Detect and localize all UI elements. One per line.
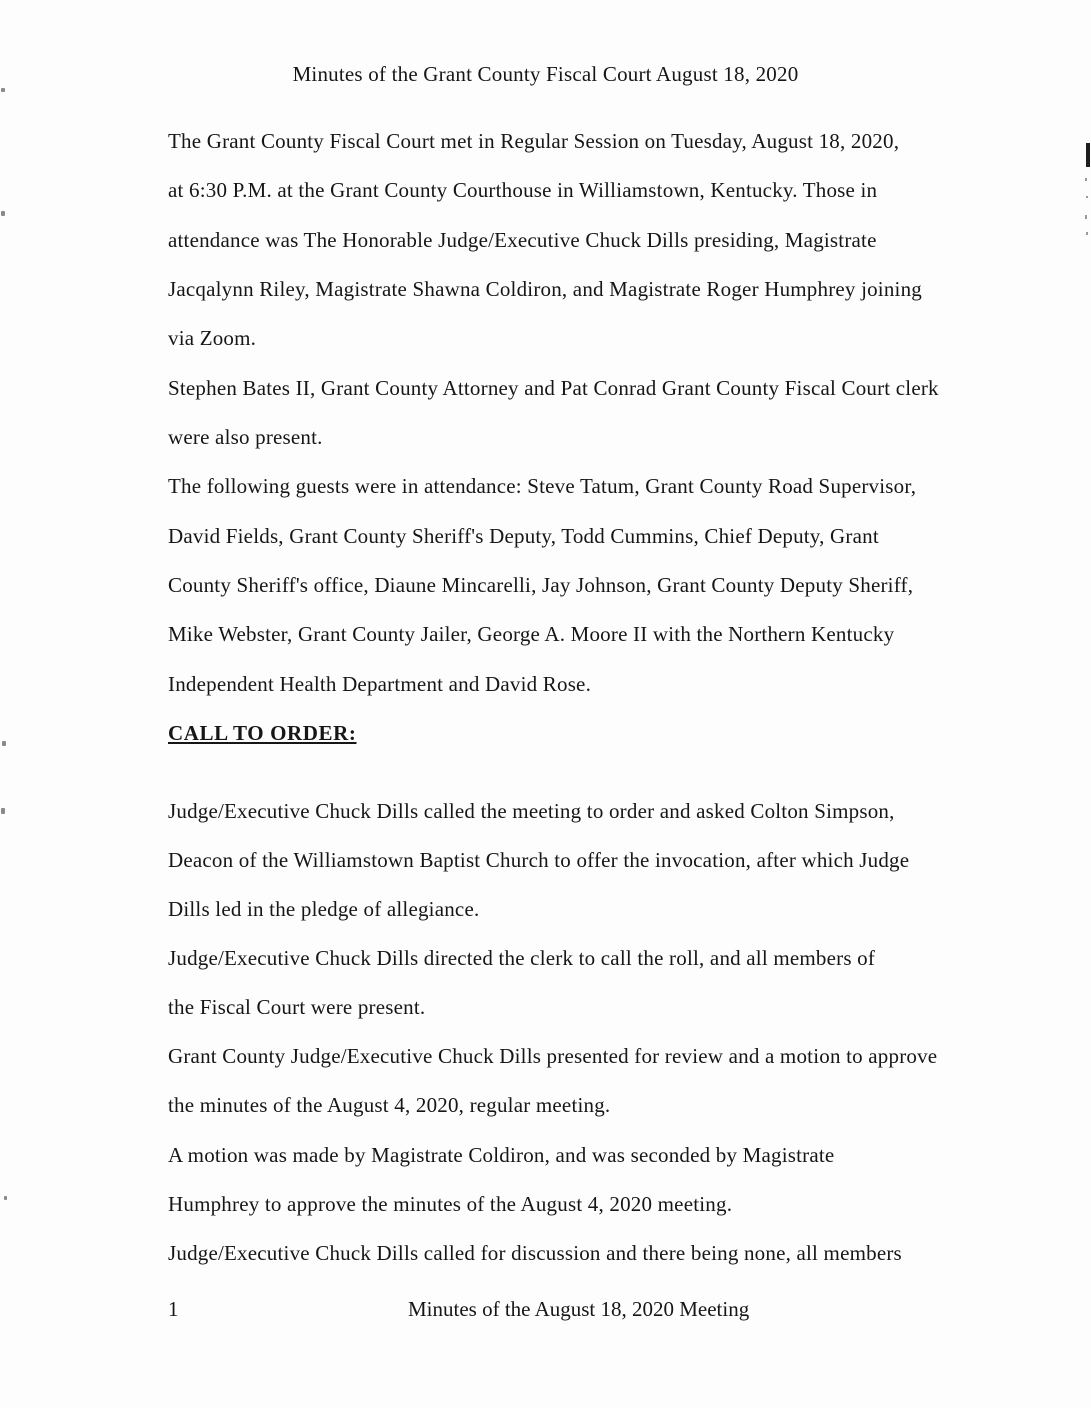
document-line: Mike Webster, Grant County Jailer, George A. Moore II with the Northern Kentucky	[168, 622, 895, 646]
document-line: Jacqalynn Riley, Magistrate Shawna Coldiron, and Magistrate Roger Humphrey joining	[168, 277, 922, 301]
document-line: The Grant County Fiscal Court met in Regular Session on Tuesday, August 18, 2020,	[168, 129, 900, 153]
document-line: the minutes of the August 4, 2020, regular meeting.	[168, 1093, 611, 1117]
document-line: A motion was made by Magistrate Coldiron, and was seconded by Magistrate	[168, 1143, 835, 1167]
document-title: Minutes of the Grant County Fiscal Court August 18, 2020	[292, 62, 799, 86]
footer-title: Minutes of the August 18, 2020 Meeting	[408, 1297, 750, 1321]
document-line: Dills led in the pledge of allegiance.	[168, 897, 480, 921]
document-line: Independent Health Department and David Rose.	[168, 672, 592, 696]
document-line: David Fields, Grant County Sheriff's Deputy, Todd Cummins, Chief Deputy, Grant	[168, 524, 879, 548]
document-line: The following guests were in attendance: Steve Tatum, Grant County Road Supervisor,	[168, 474, 917, 498]
document-line: via Zoom.	[168, 326, 257, 350]
document-line: Deacon of the Williamstown Baptist Church to offer the invocation, after which Judge	[168, 848, 910, 872]
document-line: Judge/Executive Chuck Dills called the meeting to order and asked Colton Simpson,	[168, 799, 895, 823]
document-line: Judge/Executive Chuck Dills directed the clerk to call the roll, and all members of	[168, 946, 876, 970]
document-line: attendance was The Honorable Judge/Executive Chuck Dills presiding, Magistrate	[168, 228, 877, 252]
page-number: 1	[168, 1297, 179, 1321]
scan-artifact	[4, 1196, 7, 1200]
document-line: were also present.	[168, 425, 323, 449]
scan-artifact	[2, 741, 6, 746]
scan-artifact	[1086, 143, 1090, 167]
scan-artifact	[1, 808, 5, 814]
document-line: Judge/Executive Chuck Dills called for discussion and there being none, all members	[168, 1241, 902, 1265]
scan-artifact	[1085, 215, 1087, 219]
scan-artifact	[1085, 178, 1087, 181]
section-heading-call-to-order: CALL TO ORDER:	[168, 721, 357, 745]
document-line: County Sheriff's office, Diaune Mincarelli, Jay Johnson, Grant County Deputy Sheriff,	[168, 573, 914, 597]
document-line: the Fiscal Court were present.	[168, 995, 426, 1019]
scan-artifact	[1, 211, 5, 216]
scan-artifact	[1086, 196, 1088, 198]
document-line: at 6:30 P.M. at the Grant County Courthouse in Williamstown, Kentucky. Those in	[168, 178, 878, 202]
document-line: Stephen Bates II, Grant County Attorney and Pat Conrad Grant County Fiscal Court clerk	[168, 376, 939, 400]
document-line: Humphrey to approve the minutes of the August 4, 2020 meeting.	[168, 1192, 733, 1216]
document-line: Grant County Judge/Executive Chuck Dills presented for review and a motion to approve	[168, 1044, 938, 1068]
scan-artifact	[1, 88, 5, 92]
scan-artifact	[1086, 232, 1088, 235]
